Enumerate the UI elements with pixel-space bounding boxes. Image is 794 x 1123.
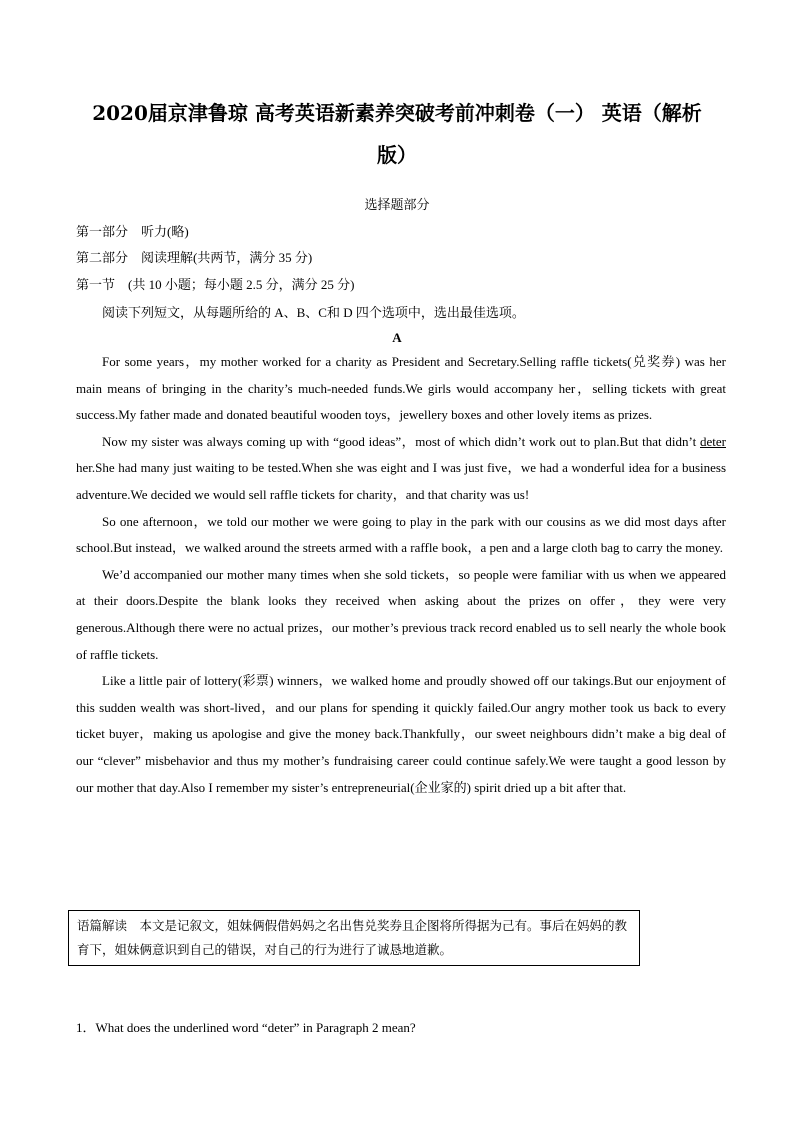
document-title — [60, 92, 734, 176]
paragraph-5: Like a little pair of lottery(彩票) winners，we walked home and proudly showed off our takings.But our enjoyment of this sudden wealth was short-lived，and our plans for spending it quickly failed.Our angry mother took us back to every ticket buyer，making us apologise and give the money back.Thankfully，our sweet neighbours didn’t make a big deal of our “clever” misbehavior and thus my mother’s fundraising career could continue safely.We were taught a good lesson by our mother that day.Also I remember my sister’s entrepreneurial(企业家的) spirit dried up a bit after that. — [76, 673, 726, 795]
part1-heading: 第一部分 听力(略) — [76, 224, 189, 239]
section-heading: 选择题部分 — [364, 197, 430, 212]
instruction: 阅读下列短文，从每题所给的 A、B、C和 D 四个选项中，选出最佳选项。 — [102, 305, 525, 320]
title-line-2: 版） — [377, 143, 417, 167]
analysis-box: 语篇解读 本文是记叙文，姐妹俩假借妈妈之名出售兑奖券且企图将所得据为己有。事后在妈妈的教育下，姐妹俩意识到自己的错误，对自己的行为进行了诚恳地道歉。 — [68, 910, 640, 966]
paragraph-2-start: Now my sister was always coming up with “good ideas”，most of which didn’t work out to plan.But that didn’t — [102, 433, 701, 449]
part2-heading: 第二部分 阅读理解(共两节，满分 35 分) — [76, 250, 313, 265]
paragraph-2 — [76, 429, 726, 509]
paragraph-1: For some years，my mother worked for a charity as President and Secretary.Selling raffle tickets(兑奖券) was her main means of bringing in the charity’s much-needed funds.We girls would accompany her，selling tickets with great success.My father made and donated beautiful wooden toys，jewellery boxes and other lovely items as prizes. — [76, 354, 726, 423]
paragraph-4: We’d accompanied our mother many times when she sold tickets，so people were familiar with us when we appeared at their doors.Despite the blank looks they received when asking about the prizes on offer，they were very generous.Although there were no actual prizes，our mother’s previous track record enabled us to sell nearly the whole book of raffle tickets. — [76, 566, 726, 662]
title-line-1: 2020届京津鲁琼 高考英语新素养突破考前冲刺卷（一） 英语（解析 — [92, 101, 702, 125]
passage-body — [76, 349, 726, 801]
paragraph-3: So one afternoon，we told our mother we were going to play in the park with our cousins as we did most days after school.But instead，we walked around the streets armed with a raffle book，a pen and a large cloth bag to carry the money. — [76, 513, 726, 556]
section1-heading: 第一节 (共 10 小题；每小题 2.5 分，满分 25 分) — [76, 277, 355, 292]
paragraph-2-end: her.She had many just waiting to be tested.When she was eight and I was just five，we had a wonderful idea for a business adventure.We decided we would sell raffle tickets for charity，and that charity was us! — [76, 460, 726, 502]
passage-label: A — [392, 330, 402, 345]
question-1: 1．What does the underlined word “deter” in Paragraph 2 mean? — [76, 1020, 416, 1035]
underlined-word-deter: deter — [700, 433, 726, 449]
